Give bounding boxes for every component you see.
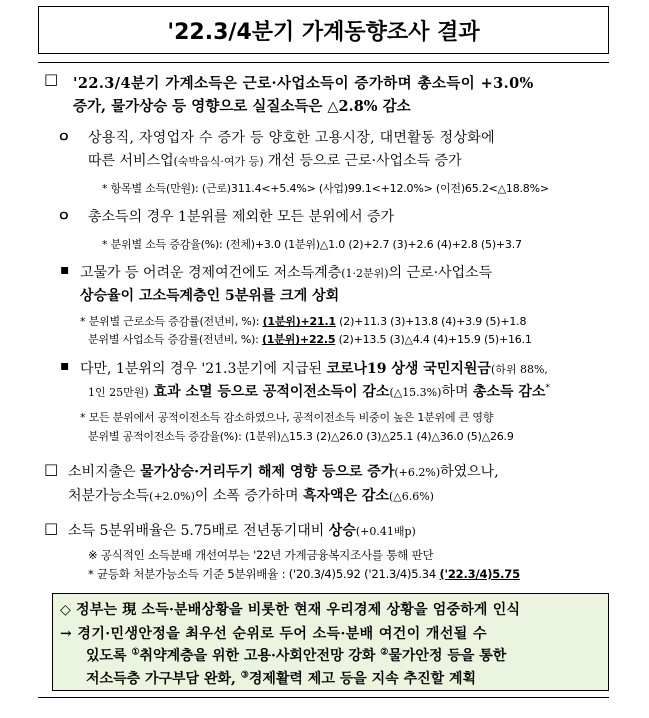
b4-line2-small1: 1인 25만원) [88, 386, 149, 399]
s2-line2-c: 흑자액은 감소 [302, 488, 389, 504]
b4-note2: 분위별 공적이전소득 증감율(%): (1분위)△15.3 (2)△26.0 (3)△25.1 (4)△36.0 (5)△26.9 [88, 430, 514, 443]
b3-line1-small: (1·2분위) [341, 267, 389, 280]
b4-line1 [80, 358, 548, 378]
box-line3-c: 물가안정 등을 통한 [388, 648, 507, 664]
b3-line1-b: 의 근로·사업소득 [388, 265, 493, 281]
section-marker: □ [44, 460, 59, 478]
b3-line2: 상승율이 고소득계층인 5분위를 크게 상회 [80, 288, 340, 304]
b1-line2-b: 개선 등으로 근로·사업소득 증가 [263, 153, 462, 169]
b2-line1: 총소득의 경우 1분위를 제외한 모든 분위에서 증가 [88, 209, 395, 225]
s2-line1 [68, 461, 499, 481]
s2-line2-b: 이 소폭 증가하며 [194, 488, 303, 504]
s3-line1 [68, 520, 416, 540]
s3-line1-b: 상승 [328, 523, 356, 539]
box-line3-num2: ② [380, 647, 389, 658]
b4-line2-c: 하며 [441, 384, 473, 400]
s2-line1-b: 물가상승·거리두기 해제 영향 등으로 증가 [140, 464, 395, 480]
s3-line1-small: (+0.41배p) [355, 525, 416, 538]
b3-note2-a: 분위별 사업소득 증감률(전년비, %): [88, 333, 262, 346]
s2-line1-small: (+6.2%) [394, 466, 441, 479]
b4-note1: * 모든 분위에서 공적이전소득 감소하였으나, 공적이전소득 비중이 높은 1분위에 큰 영향 [80, 411, 494, 424]
s1-line2 [73, 95, 411, 116]
b4-line2-small2: (△15.3%) [389, 386, 442, 399]
box-line4-b: 경제활력 제고 등을 지속 추진할 계획 [248, 671, 477, 687]
b3-line1-a: 고물가 등 어려운 경제여건에도 저소득계층 [80, 265, 342, 281]
s2-line2 [68, 485, 434, 505]
box-line4-num3: ③ [240, 670, 249, 681]
s3-line1-a: 소득 5분위배율은 5.75배로 전년동기대비 [68, 523, 329, 539]
b3-note2 [88, 331, 532, 347]
s1-line1: '22.3/4분기 가계소득은 근로·사업소득이 증가하며 총소득이 +3.0% [73, 75, 534, 92]
b4-line2-star: * [545, 383, 550, 394]
b3-line1 [80, 262, 492, 282]
bullet-marker: ▪ [60, 358, 70, 374]
b3-note1-b: (1분위)+21.1 [262, 315, 336, 328]
s2-line2-a: 처분가능소득 [68, 488, 150, 504]
b3-note2-b: (1분위)+22.5 [261, 333, 336, 346]
s2-line2-small2: (△6.6%) [388, 490, 434, 503]
b4-line2 [88, 381, 550, 401]
s2-line1-a: 소비지출은 [68, 464, 141, 480]
b2-note: * 분위별 소득 증감율(%): (전체)+3.0 (1분위)△1.0 (2)+2.7 (3)+2.6 (4)+2.8 (5)+3.7 [102, 238, 522, 251]
s3-note2 [88, 566, 520, 582]
b3-note1-c: (2)+11.3 (3)+13.8 (4)+3.9 (5)+1.8 [335, 315, 527, 328]
box-line3 [86, 645, 506, 665]
box-line2: → 경기·민생안정을 최우선 순위로 두어 소득·분배 여건이 개선될 수 [60, 626, 487, 642]
s3-note2-b: ('22.3/4)5.75 [439, 567, 520, 581]
box-line1: ◇ 정부는 現 소득·분배상황을 비롯한 현재 우리경제 상황을 엄중하게 인식 [60, 602, 521, 618]
s1-line2-a: 증가, 물가상승 등 영향으로 [73, 98, 253, 115]
box-line3-a: 있도록 [86, 648, 132, 664]
b4-line2-b: 공적이전소득이 감소 [262, 384, 390, 400]
b3-note1 [80, 313, 526, 329]
bullet-marker: ㅇ [57, 130, 71, 146]
s2-line1-c: 하였으나, [440, 464, 499, 480]
b1-line2-small: (숙박음식·여가 등) [173, 155, 264, 168]
s1-line2-b: 실질소득은 △2.8% 감소 [252, 98, 411, 115]
b1-line1: 상용직, 자영업자 수 증가 등 양호한 고용시장, 대면활동 정상화에 [88, 130, 495, 146]
b4-line2-d: 총소득 감소 [472, 384, 546, 400]
section-marker: □ [44, 70, 59, 88]
b4-line1-a: 다만, 1분위의 경우 '21.3분기에 지급된 [80, 361, 327, 377]
box-line3-num1: ① [131, 647, 140, 658]
b1-note: * 항목별 소득(만원): (근로)311.4<+5.4%> (사업)99.1<+12.0%> (이전)65.2<△18.8%> [102, 182, 549, 195]
b1-line2 [88, 150, 462, 170]
page-title: '22.3/4분기 가계동향조사 결과 [38, 6, 609, 54]
b4-line1-b: 코로나19 상생 국민지원금 [326, 361, 491, 377]
b3-note1-a: * 분위별 근로소득 증감률(전년비, %): [80, 315, 263, 328]
box-line4 [86, 668, 476, 688]
b4-line2-a: 효과 소멸 등으로 [148, 384, 263, 400]
bullet-marker: ㅇ [57, 209, 71, 225]
box-line4-a: 저소득층 가구부담 완화, [86, 671, 241, 687]
s2-line2-small1: (+2.0%) [149, 490, 195, 503]
s3-note2-a: * 균등화 처분가능소득 기준 5분위배율 : ('20.3/4)5.92 ('21.3/4)5.34 [88, 567, 440, 581]
box-line3-b: 취약계층을 위한 고용·사회안전망 강화 [139, 648, 381, 664]
b3-note2-c: (2)+13.5 (3)△4.4 (4)+15.9 (5)+16.1 [335, 333, 532, 346]
b1-line2-a: 따른 서비스업 [88, 153, 174, 169]
s3-note1: ※ 공식적인 소득분배 개선여부는 '22년 가계금융복지조사를 통해 판단 [88, 548, 434, 562]
b4-line1-small: (하위 88%, [490, 363, 548, 376]
section-marker: □ [44, 519, 59, 537]
bullet-marker: ▪ [60, 262, 70, 278]
